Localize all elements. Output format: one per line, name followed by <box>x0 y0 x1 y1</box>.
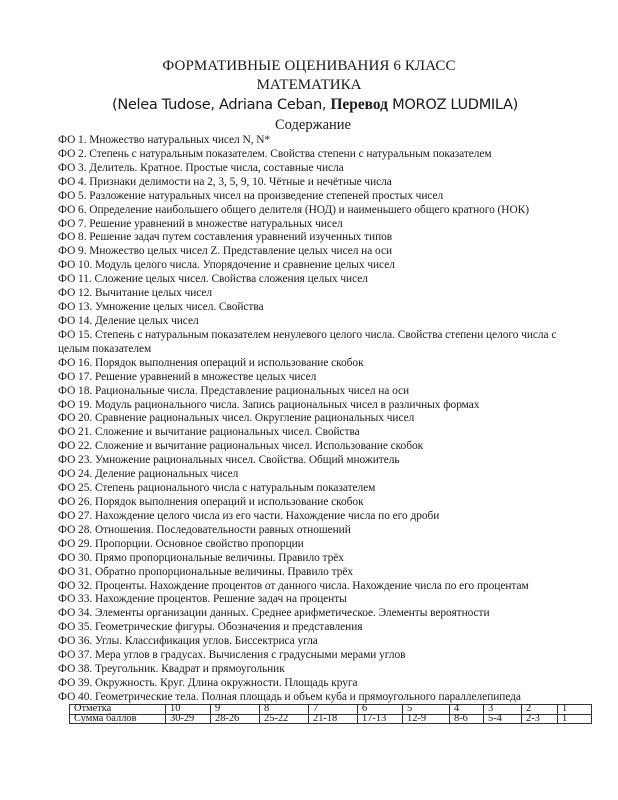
toc-item: ФО 22. Сложение и вычитание рациональных чисел. Использование скобок <box>58 440 424 453</box>
toc-item: ФО 39. Окружность. Круг. Длина окружности. Площадь круга <box>58 676 358 689</box>
toc-item: ФО 21. Сложение и вычитание рациональных чисел. Свойства <box>58 426 360 439</box>
table-cell: 9 <box>211 705 260 715</box>
row-header-cell: Сумма баллов <box>70 714 166 724</box>
table-cell: 12-9 <box>403 714 450 724</box>
table-cell: 4 <box>450 705 484 715</box>
toc-item: ФО 37. Мера углов в градусах. Вычисления с градусными мерами углов <box>58 649 406 662</box>
toc-item: ФО 14. Деление целых чисел <box>58 314 199 327</box>
toc-item: ФО 31. Обратно пропорциональные величины. Правило трёх <box>58 565 353 578</box>
table-cell: 6 <box>358 705 403 715</box>
toc-item: ФО 26. Порядок выполнения операций и использование скобок <box>58 495 364 508</box>
toc-item: ФО 11. Сложение целых чисел. Свойства сложения целых чисел <box>58 273 368 286</box>
table-cell: 1 <box>558 714 592 724</box>
toc-item: ФО 23. Умножение рациональных чисел. Свойства. Общий множитель <box>58 454 400 467</box>
translation-label: Перевод <box>330 96 388 113</box>
toc-item: ФО 19. Модуль рационального числа. Запись рациональных чисел в различных формах <box>58 398 480 411</box>
subject-title: МАТЕМАТИКА <box>256 77 362 93</box>
toc-item: ФО 34. Элементы организации данных. Среднее арифметическое. Элементы вероятности <box>58 607 490 620</box>
toc-item: ФО 30. Прямо пропорциональные величины. Правило трёх <box>58 551 344 564</box>
toc-item: ФО 12. Вычитание целых чисел <box>58 287 213 300</box>
toc-item: ФО 38. Треугольник. Квадрат и прямоугольник <box>58 663 285 676</box>
toc-item: ФО 17. Решение уравнений в множестве целых чисел <box>58 370 317 383</box>
toc-item: ФО 7. Решение уравнений в множестве натуральных чисел <box>58 217 343 230</box>
toc-item: ФО 9. Множество целых чисел Z. Представление целых чисел на оси <box>58 245 392 258</box>
score-row <box>70 714 592 724</box>
table-cell: 1 <box>558 705 592 715</box>
toc-item: ФО 32. Проценты. Нахождение процентов от данного числа. Нахождение числа по его процентам <box>58 579 529 592</box>
contents-heading: Содержание <box>275 117 351 133</box>
toc-item: ФО 27. Нахождение целого числа из его части. Нахождение числа по его дроби <box>58 509 440 522</box>
toc-item: ФО 10. Модуль целого числа. Упорядочение и сравнение целых чисел <box>58 259 395 272</box>
toc-item: ФО 13. Умножение целых чисел. Свойства <box>58 301 264 314</box>
toc-item: ФО 33. Нахождение процентов. Решение задач на проценты <box>58 593 347 606</box>
toc-item: ФО 1. Множество натуральных чисел N, N* <box>58 134 271 146</box>
table-cell: 17-13 <box>358 714 403 724</box>
authors-text: (Nelea Tudose, Adriana Ceban, <box>112 96 331 113</box>
toc-item: ФО 4. Признаки делимости на 2, 3, 5, 9, 10. Чётные и нечётные числа <box>58 175 392 188</box>
table-cell: 25-22 <box>260 714 309 724</box>
table-cell: 2-3 <box>522 714 558 724</box>
toc-item: ФО 16. Порядок выполнения операций и использование скобок <box>58 356 364 369</box>
table-of-contents <box>58 134 598 705</box>
table-cell: 5-4 <box>484 714 522 724</box>
toc-item: ФО 15. Степень с натуральным показателем ненулевого целого числа. Свойства степени целого числа с целым показателем <box>58 328 557 355</box>
toc-item: ФО 3. Делитель. Кратное. Простые числа, составные числа <box>58 161 344 174</box>
toc-item: ФО 29. Пропорции. Основное свойство пропорции <box>58 537 304 550</box>
table-cell: 8-6 <box>450 714 484 724</box>
toc-item: ФО 6. Определение наибольшего общего делителя (НОД) и наименьшего общего кратного (НОК) <box>58 203 529 216</box>
table-cell: 7 <box>309 705 358 715</box>
table-cell: 2 <box>522 705 558 715</box>
toc-item: ФО 28. Отношения. Последовательности равных отношений <box>58 523 351 536</box>
toc-item: ФО 24. Деление рациональных чисел <box>58 468 239 481</box>
table-cell: 10 <box>166 705 211 715</box>
table-cell: 28-26 <box>211 714 260 724</box>
table-cell: 8 <box>260 705 309 715</box>
toc-item: ФО 25. Степень рационального числа с натуральным показателем <box>58 482 376 495</box>
authors-line <box>6 96 618 114</box>
row-header-cell: Отметка <box>70 705 166 715</box>
toc-item: ФО 36. Углы. Классификация углов. Биссектриса угла <box>58 635 318 648</box>
table-cell: 5 <box>403 705 450 715</box>
toc-item: ФО 20. Сравнение рациональных чисел. Округление рациональных чисел <box>58 412 415 425</box>
toc-item: ФО 40. Геометрические тела. Полная площадь и объем куба и прямоугольного параллелепипеда <box>58 690 521 703</box>
toc-item: ФО 18. Рациональные числа. Представление рациональных чисел на оси <box>58 384 410 397</box>
toc-item: ФО 5. Разложение натуральных чисел на произведение степеней простых чисел <box>58 189 444 202</box>
document-title: ФОРМАТИВНЫЕ ОЦЕНИВАНИЯ 6 КЛАСС <box>162 58 456 74</box>
grade-table <box>69 704 592 724</box>
translator-text: MOROZ LUDMILA) <box>387 96 518 113</box>
toc-item: ФО 2. Степень с натуральным показателем. Свойства степени с натуральным показателем <box>58 147 492 160</box>
table-cell: 21-18 <box>309 714 358 724</box>
toc-item: ФО 8. Решение задач путем составления уравнений изученных типов <box>58 231 393 244</box>
table-cell: 30-29 <box>166 714 211 724</box>
toc-item: ФО 35. Геометрические фигуры. Обозначения и представления <box>58 621 363 634</box>
table-cell: 3 <box>484 705 522 715</box>
